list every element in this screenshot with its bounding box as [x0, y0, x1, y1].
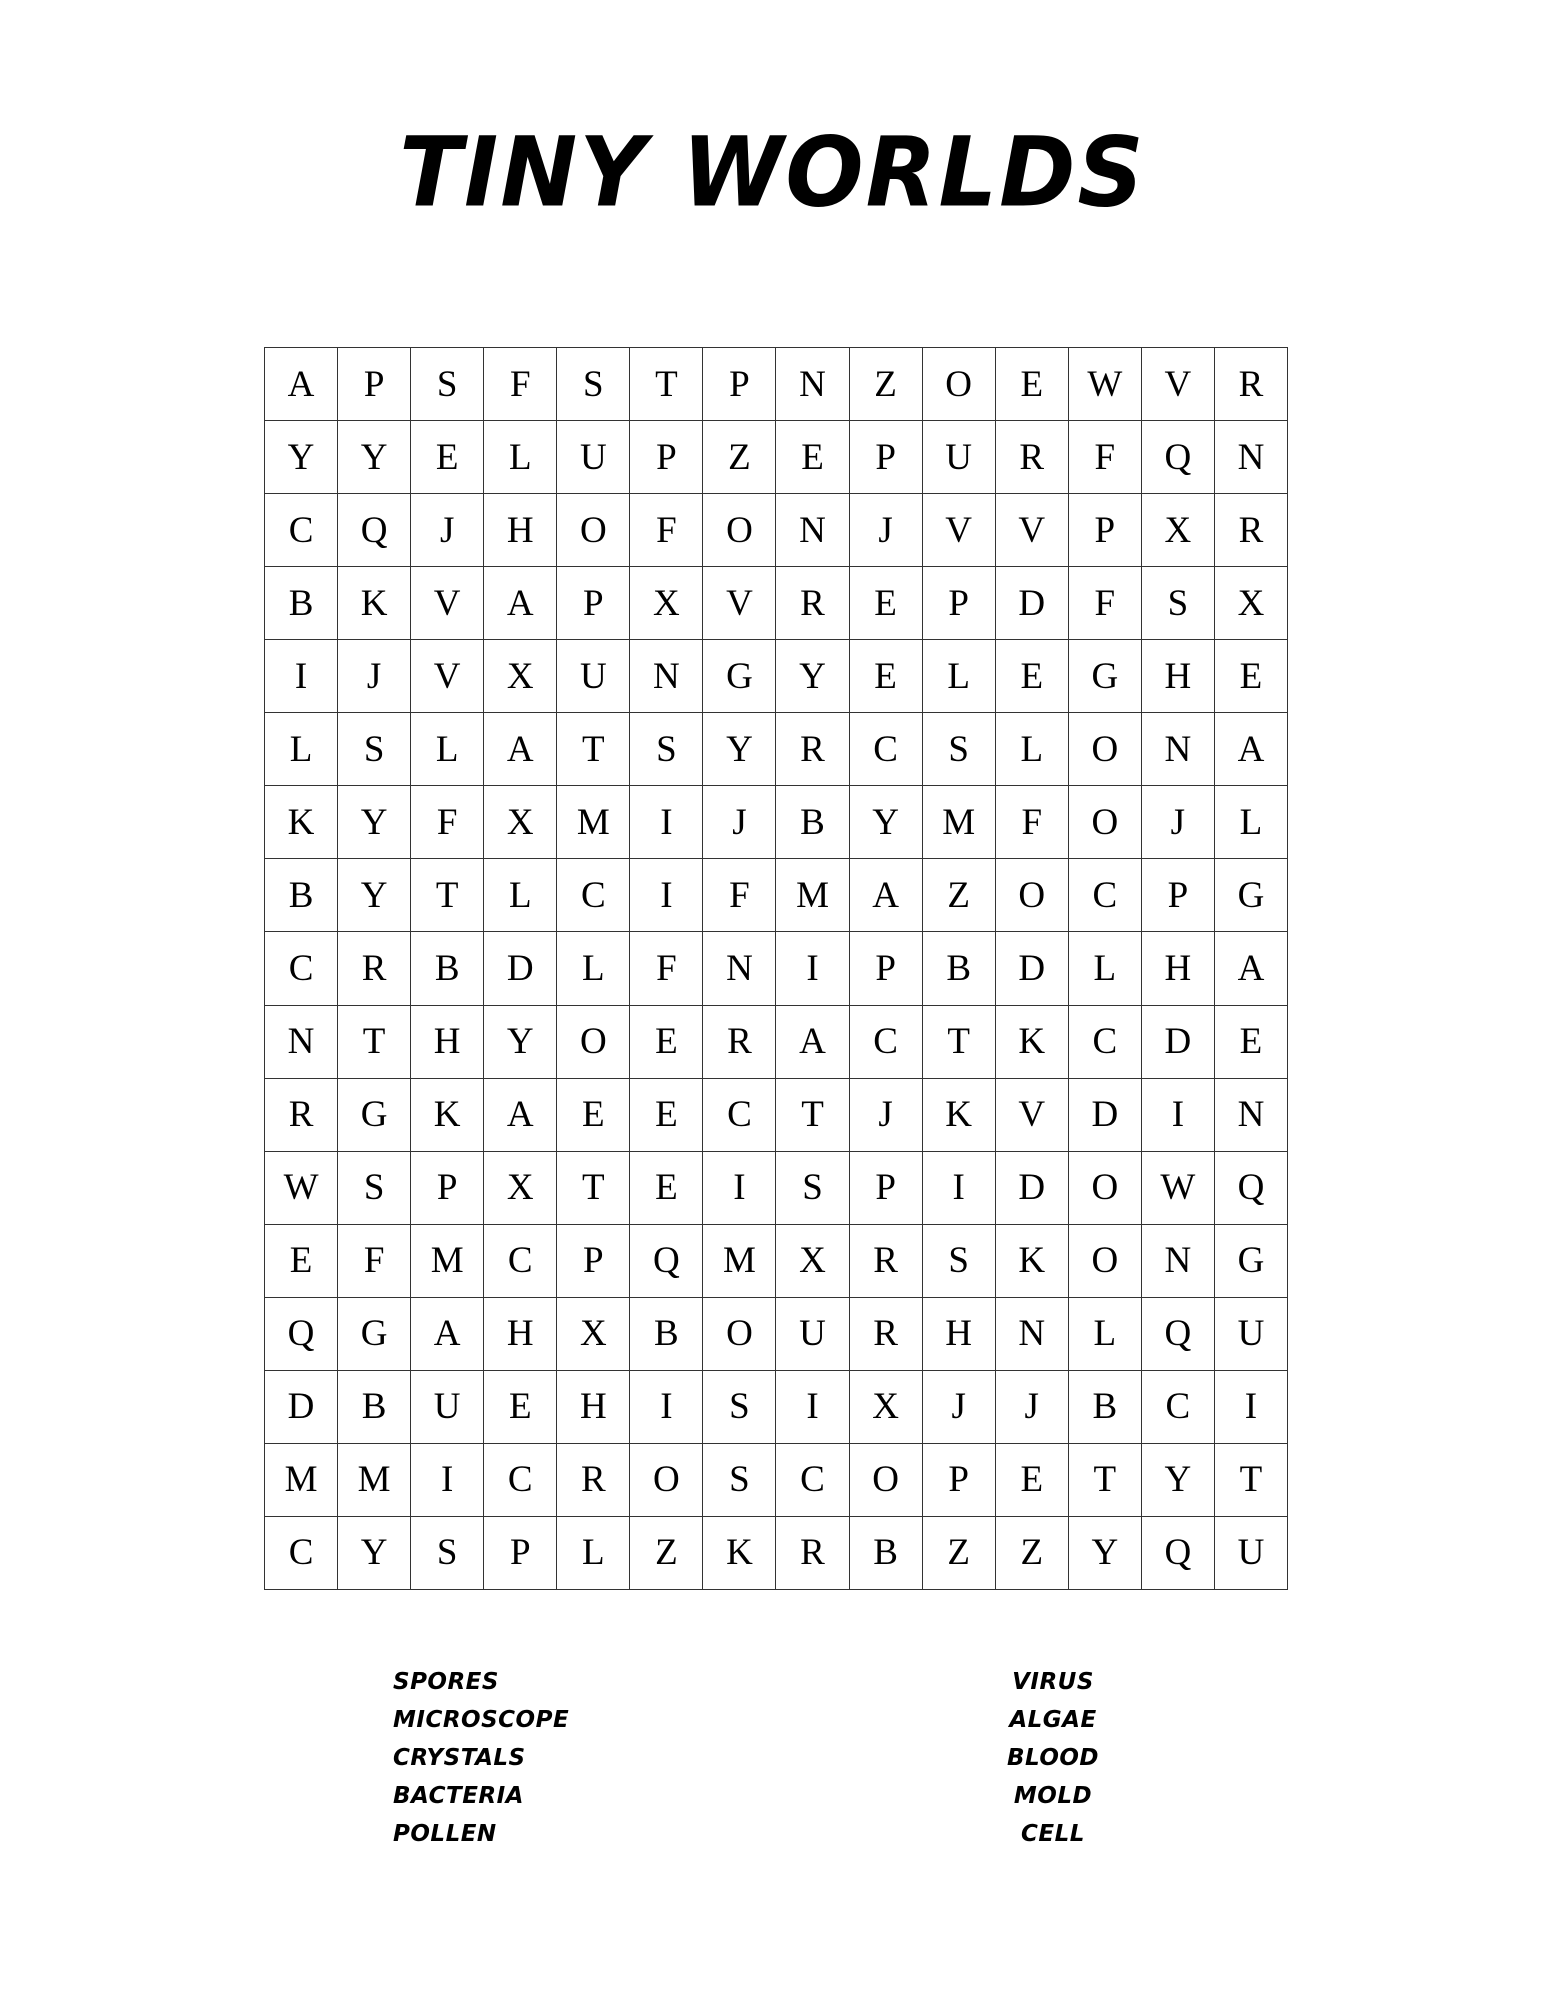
grid-cell[interactable]: N [996, 1298, 1069, 1371]
grid-cell[interactable]: T [630, 348, 703, 421]
grid-cell[interactable]: Y [338, 786, 411, 859]
grid-cell[interactable]: M [923, 786, 996, 859]
grid-cell[interactable]: B [923, 932, 996, 1005]
grid-cell[interactable]: I [411, 1444, 484, 1517]
grid-cell[interactable]: O [1069, 1152, 1142, 1225]
grid-cell[interactable]: B [630, 1298, 703, 1371]
word-search-grid [264, 347, 1288, 1590]
grid-cell[interactable]: N [1142, 1225, 1215, 1298]
grid-cell[interactable]: A [1215, 932, 1288, 1005]
grid-cell[interactable]: O [630, 1444, 703, 1517]
grid-cell[interactable]: C [265, 494, 338, 567]
word-list-item: POLLEN [393, 1821, 497, 1847]
grid-cell[interactable]: N [776, 494, 849, 567]
grid-cell[interactable]: E [557, 1079, 630, 1152]
grid-cell[interactable]: P [338, 348, 411, 421]
grid-cell[interactable]: C [265, 932, 338, 1005]
grid-cell[interactable]: M [557, 786, 630, 859]
grid-cell[interactable]: D [484, 932, 557, 1005]
grid-cell[interactable]: L [1069, 1298, 1142, 1371]
grid-cell[interactable]: C [776, 1444, 849, 1517]
grid-cell[interactable]: I [630, 859, 703, 932]
grid-cell[interactable]: A [411, 1298, 484, 1371]
grid-cell[interactable]: J [850, 1079, 923, 1152]
grid-cell[interactable]: L [1215, 786, 1288, 859]
grid-cell[interactable]: T [557, 713, 630, 786]
grid-cell[interactable]: N [703, 932, 776, 1005]
grid-cell[interactable]: E [265, 1225, 338, 1298]
grid-cell[interactable]: B [265, 567, 338, 640]
grid-cell[interactable]: B [850, 1517, 923, 1590]
grid-cell[interactable]: N [1142, 713, 1215, 786]
grid-cell[interactable]: J [338, 640, 411, 713]
grid-cell[interactable]: L [265, 713, 338, 786]
grid-cell[interactable]: O [850, 1444, 923, 1517]
grid-cell[interactable]: X [850, 1371, 923, 1444]
grid-cell[interactable]: F [338, 1225, 411, 1298]
grid-cell[interactable]: N [265, 1006, 338, 1079]
grid-cell[interactable]: K [996, 1225, 1069, 1298]
grid-cell[interactable]: S [703, 1444, 776, 1517]
grid-cell[interactable]: L [1069, 932, 1142, 1005]
grid-cell[interactable]: F [996, 786, 1069, 859]
grid-cell[interactable]: X [484, 1152, 557, 1225]
grid-cell[interactable]: D [265, 1371, 338, 1444]
grid-cell[interactable]: D [996, 1152, 1069, 1225]
grid-cell[interactable]: I [923, 1152, 996, 1225]
grid-cell[interactable]: B [1069, 1371, 1142, 1444]
grid-cell[interactable]: R [1215, 348, 1288, 421]
word-list-item: SPORES [393, 1669, 499, 1695]
grid-cell[interactable]: D [996, 932, 1069, 1005]
grid-cell[interactable]: D [1142, 1006, 1215, 1079]
grid-cell[interactable]: L [557, 1517, 630, 1590]
grid-cell[interactable]: R [850, 1298, 923, 1371]
grid-cell[interactable]: Q [1142, 421, 1215, 494]
grid-cell[interactable]: Q [1142, 1298, 1215, 1371]
grid-cell[interactable]: K [703, 1517, 776, 1590]
grid-cell[interactable]: V [703, 567, 776, 640]
grid-cell[interactable]: O [1069, 786, 1142, 859]
grid-cell[interactable]: X [557, 1298, 630, 1371]
grid-cell[interactable]: O [557, 1006, 630, 1079]
grid-cell[interactable]: T [923, 1006, 996, 1079]
grid-cell[interactable]: Y [338, 859, 411, 932]
grid-cell[interactable]: S [923, 713, 996, 786]
grid-cell[interactable]: F [1069, 567, 1142, 640]
grid-cell[interactable]: Q [1142, 1517, 1215, 1590]
grid-cell[interactable]: P [484, 1517, 557, 1590]
grid-cell[interactable]: F [630, 494, 703, 567]
grid-cell[interactable]: Z [630, 1517, 703, 1590]
grid-cell[interactable]: P [630, 421, 703, 494]
grid-cell[interactable]: K [265, 786, 338, 859]
grid-cell[interactable]: C [703, 1079, 776, 1152]
grid-cell[interactable]: R [776, 713, 849, 786]
grid-cell[interactable]: I [630, 786, 703, 859]
grid-cell[interactable]: L [411, 713, 484, 786]
grid-cell[interactable]: H [923, 1298, 996, 1371]
grid-cell[interactable]: E [996, 1444, 1069, 1517]
grid-cell[interactable]: T [1215, 1444, 1288, 1517]
grid-cell[interactable]: S [923, 1225, 996, 1298]
grid-cell[interactable]: E [850, 640, 923, 713]
grid-cell[interactable]: L [996, 713, 1069, 786]
grid-cell[interactable]: A [1215, 713, 1288, 786]
grid-cell[interactable]: E [484, 1371, 557, 1444]
grid-cell[interactable]: C [265, 1517, 338, 1590]
grid-cell[interactable]: J [996, 1371, 1069, 1444]
grid-cell[interactable]: Y [338, 1517, 411, 1590]
grid-cell[interactable]: G [703, 640, 776, 713]
grid-cell[interactable]: Z [850, 348, 923, 421]
grid-cell[interactable]: P [923, 567, 996, 640]
grid-cell[interactable]: H [484, 494, 557, 567]
grid-cell[interactable]: G [1215, 1225, 1288, 1298]
grid-cell[interactable]: U [1215, 1298, 1288, 1371]
grid-cell[interactable]: J [850, 494, 923, 567]
grid-cell[interactable]: P [1069, 494, 1142, 567]
grid-cell[interactable]: R [557, 1444, 630, 1517]
grid-cell[interactable]: S [630, 713, 703, 786]
grid-cell[interactable]: I [776, 932, 849, 1005]
grid-cell[interactable]: R [850, 1225, 923, 1298]
grid-cell[interactable]: T [776, 1079, 849, 1152]
word-list-item: BACTERIA [393, 1783, 524, 1809]
grid-cell[interactable]: R [996, 421, 1069, 494]
grid-cell[interactable]: B [776, 786, 849, 859]
grid-cell[interactable]: G [338, 1298, 411, 1371]
grid-cell[interactable]: F [484, 348, 557, 421]
grid-cell[interactable]: W [1142, 1152, 1215, 1225]
grid-cell[interactable]: S [338, 1152, 411, 1225]
grid-cell[interactable]: R [338, 932, 411, 1005]
grid-cell[interactable]: G [1069, 640, 1142, 713]
grid-cell[interactable]: F [703, 859, 776, 932]
grid-cell[interactable]: O [703, 1298, 776, 1371]
grid-cell[interactable]: Q [338, 494, 411, 567]
grid-cell[interactable]: P [850, 932, 923, 1005]
grid-cell[interactable]: O [996, 859, 1069, 932]
grid-cell[interactable]: O [557, 494, 630, 567]
grid-cell[interactable]: D [1069, 1079, 1142, 1152]
grid-cell[interactable]: R [265, 1079, 338, 1152]
grid-cell[interactable]: L [484, 421, 557, 494]
grid-cell[interactable]: Y [484, 1006, 557, 1079]
grid-cell[interactable]: O [1069, 1225, 1142, 1298]
grid-cell[interactable]: J [703, 786, 776, 859]
grid-cell[interactable]: H [1142, 932, 1215, 1005]
grid-cell[interactable]: L [484, 859, 557, 932]
grid-cell[interactable]: R [776, 1517, 849, 1590]
grid-cell[interactable]: C [484, 1444, 557, 1517]
grid-cell[interactable]: F [411, 786, 484, 859]
grid-cell[interactable]: U [1215, 1517, 1288, 1590]
grid-cell[interactable]: W [1069, 348, 1142, 421]
grid-cell[interactable]: X [484, 786, 557, 859]
grid-cell[interactable]: K [923, 1079, 996, 1152]
grid-cell[interactable]: A [776, 1006, 849, 1079]
grid-cell[interactable]: J [1142, 786, 1215, 859]
word-list-item: MICROSCOPE [393, 1707, 570, 1733]
grid-cell[interactable]: U [776, 1298, 849, 1371]
grid-cell[interactable]: E [1215, 1006, 1288, 1079]
grid-cell[interactable]: H [1142, 640, 1215, 713]
grid-cell[interactable]: Y [265, 421, 338, 494]
grid-cell[interactable]: T [411, 859, 484, 932]
grid-cell[interactable]: J [923, 1371, 996, 1444]
word-list-item: MOLD [1013, 1783, 1093, 1809]
grid-cell[interactable]: B [338, 1371, 411, 1444]
grid-cell[interactable]: E [630, 1006, 703, 1079]
grid-cell[interactable]: E [776, 421, 849, 494]
grid-cell[interactable]: M [411, 1225, 484, 1298]
grid-cell[interactable]: X [630, 567, 703, 640]
grid-cell[interactable]: H [411, 1006, 484, 1079]
grid-cell[interactable]: D [996, 567, 1069, 640]
grid-cell[interactable]: L [557, 932, 630, 1005]
grid-cell[interactable]: E [630, 1079, 703, 1152]
grid-cell[interactable]: I [776, 1371, 849, 1444]
grid-cell[interactable]: J [411, 494, 484, 567]
grid-cell[interactable]: M [703, 1225, 776, 1298]
grid-cell[interactable]: U [923, 421, 996, 494]
grid-cell[interactable]: T [1069, 1444, 1142, 1517]
grid-cell[interactable]: X [776, 1225, 849, 1298]
grid-cell[interactable]: Z [923, 1517, 996, 1590]
grid-cell[interactable]: A [484, 713, 557, 786]
grid-cell[interactable]: Z [923, 859, 996, 932]
grid-cell[interactable]: S [776, 1152, 849, 1225]
grid-cell[interactable]: M [776, 859, 849, 932]
grid-cell[interactable]: V [923, 494, 996, 567]
grid-cell[interactable]: P [850, 421, 923, 494]
grid-cell[interactable]: S [703, 1371, 776, 1444]
grid-cell[interactable]: S [1142, 567, 1215, 640]
grid-cell[interactable]: P [557, 567, 630, 640]
grid-cell[interactable]: O [703, 494, 776, 567]
word-list-item: BLOOD [1006, 1745, 1100, 1771]
grid-cell[interactable]: Q [265, 1298, 338, 1371]
grid-cell[interactable]: I [1142, 1079, 1215, 1152]
grid-cell[interactable]: P [557, 1225, 630, 1298]
grid-cell[interactable]: S [557, 348, 630, 421]
grid-cell[interactable]: C [1069, 1006, 1142, 1079]
grid-cell[interactable]: Z [703, 421, 776, 494]
grid-cell[interactable]: V [996, 1079, 1069, 1152]
grid-cell[interactable]: E [850, 567, 923, 640]
grid-cell[interactable]: C [1142, 1371, 1215, 1444]
grid-cell[interactable]: B [265, 859, 338, 932]
grid-cell[interactable]: L [923, 640, 996, 713]
grid-cell[interactable]: I [265, 640, 338, 713]
grid-cell[interactable]: I [1215, 1371, 1288, 1444]
grid-cell[interactable]: Y [776, 640, 849, 713]
page-title: TINY WORLDS [399, 116, 1146, 229]
grid-cell[interactable]: Q [630, 1225, 703, 1298]
grid-cell[interactable]: I [703, 1152, 776, 1225]
grid-cell[interactable]: P [923, 1444, 996, 1517]
grid-cell[interactable]: Z [996, 1517, 1069, 1590]
grid-cell[interactable]: K [996, 1006, 1069, 1079]
grid-cell[interactable]: C [484, 1225, 557, 1298]
grid-cell[interactable]: F [1069, 421, 1142, 494]
grid-cell[interactable]: K [411, 1079, 484, 1152]
grid-cell[interactable]: U [557, 421, 630, 494]
grid-cell[interactable]: A [265, 348, 338, 421]
grid-cell[interactable]: M [265, 1444, 338, 1517]
grid-cell[interactable]: P [703, 348, 776, 421]
grid-cell[interactable]: T [338, 1006, 411, 1079]
grid-cell[interactable]: N [630, 640, 703, 713]
grid-cell[interactable]: N [1215, 1079, 1288, 1152]
grid-cell[interactable]: Y [1142, 1444, 1215, 1517]
word-list-item: CELL [1021, 1821, 1085, 1847]
grid-cell[interactable]: T [557, 1152, 630, 1225]
grid-cell[interactable]: Y [1069, 1517, 1142, 1590]
grid-cell[interactable]: P [850, 1152, 923, 1225]
grid-cell[interactable]: R [1215, 494, 1288, 567]
grid-cell[interactable]: P [411, 1152, 484, 1225]
grid-cell[interactable]: K [338, 567, 411, 640]
grid-cell[interactable]: R [776, 567, 849, 640]
grid-cell[interactable]: C [557, 859, 630, 932]
grid-cell[interactable]: V [996, 494, 1069, 567]
grid-cell[interactable]: N [776, 348, 849, 421]
grid-cell[interactable]: B [411, 932, 484, 1005]
grid-cell[interactable]: A [484, 567, 557, 640]
word-list-item: CRYSTALS [393, 1745, 526, 1771]
word-list-left [393, 1663, 569, 1853]
grid-cell[interactable]: O [1069, 713, 1142, 786]
grid-cell[interactable]: Y [703, 713, 776, 786]
grid-cell[interactable]: G [338, 1079, 411, 1152]
grid-cell[interactable]: N [1215, 421, 1288, 494]
grid-cell[interactable]: W [265, 1152, 338, 1225]
grid-cell[interactable]: F [630, 932, 703, 1005]
grid-cell[interactable]: S [411, 348, 484, 421]
grid-cell[interactable]: X [484, 640, 557, 713]
grid-cell[interactable]: H [557, 1371, 630, 1444]
grid-cell[interactable]: Y [338, 421, 411, 494]
grid-cell[interactable]: C [1069, 859, 1142, 932]
grid-cell[interactable]: E [411, 421, 484, 494]
grid-cell[interactable]: U [557, 640, 630, 713]
grid-cell[interactable]: Y [850, 786, 923, 859]
grid-cell[interactable]: M [338, 1444, 411, 1517]
grid-cell[interactable]: E [996, 348, 1069, 421]
grid-cell[interactable]: A [850, 859, 923, 932]
grid-cell[interactable]: H [484, 1298, 557, 1371]
grid-cell[interactable]: E [996, 640, 1069, 713]
grid-cell[interactable]: C [850, 713, 923, 786]
grid-cell[interactable]: Q [1215, 1152, 1288, 1225]
grid-cell[interactable]: E [1215, 640, 1288, 713]
word-list-item: VIRUS [1012, 1669, 1094, 1695]
grid-cell[interactable]: V [411, 640, 484, 713]
grid-cell[interactable]: O [923, 348, 996, 421]
grid-cell[interactable]: E [630, 1152, 703, 1225]
grid-cell[interactable]: A [484, 1079, 557, 1152]
word-list-item: ALGAE [1009, 1707, 1097, 1733]
grid-cell[interactable]: V [411, 567, 484, 640]
grid-cell[interactable]: V [1142, 348, 1215, 421]
word-list-right [953, 1663, 1153, 1853]
grid-cell[interactable]: C [850, 1006, 923, 1079]
grid-cell[interactable]: I [630, 1371, 703, 1444]
grid-cell[interactable]: X [1142, 494, 1215, 567]
grid-cell[interactable]: X [1215, 567, 1288, 640]
grid-cell[interactable]: S [411, 1517, 484, 1590]
grid-cell[interactable]: R [703, 1006, 776, 1079]
grid-cell[interactable]: U [411, 1371, 484, 1444]
grid-cell[interactable]: P [1142, 859, 1215, 932]
grid-cell[interactable]: G [1215, 859, 1288, 932]
grid-cell[interactable]: S [338, 713, 411, 786]
